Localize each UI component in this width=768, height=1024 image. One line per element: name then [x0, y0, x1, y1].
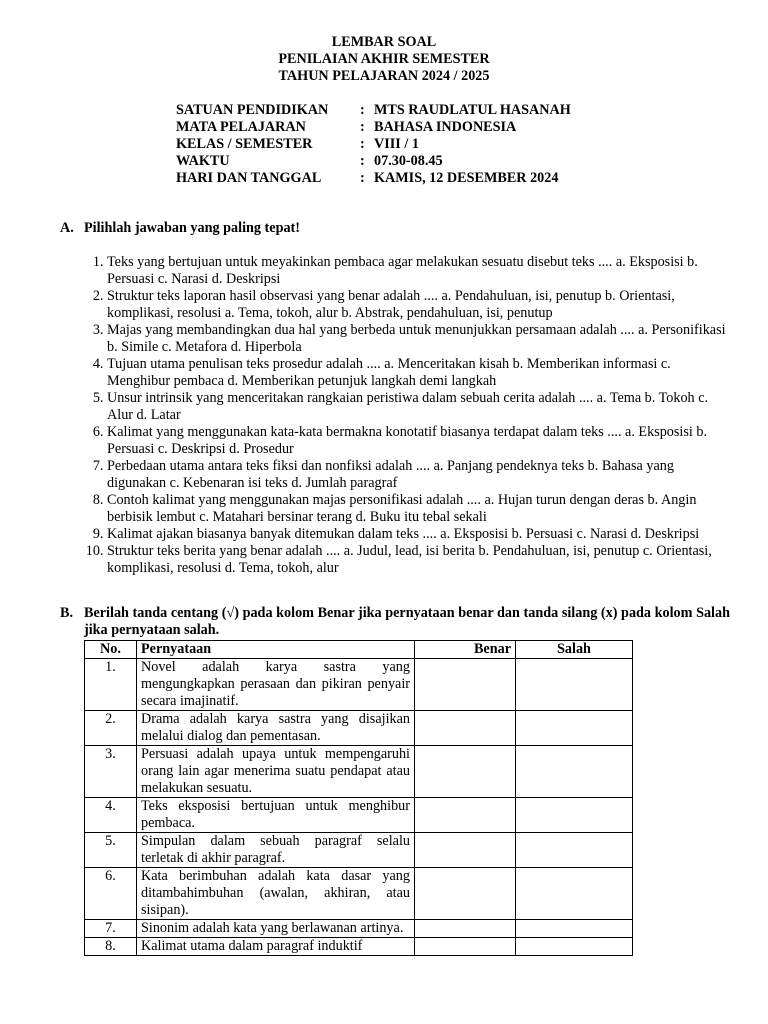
answer-cell-true[interactable]	[415, 938, 516, 956]
question-item: 1. Teks yang bertujuan untuk meyakinkan pembaca agar melakukan sesuatu disebut teks .... a. Eksposisi b. Persuasi c. Narasi d. Deskripsi	[92, 254, 698, 287]
section-b-instruction: Berilah tanda centang (√) pada kolom Benar jika pernyataan benar dan tanda silang (x) pada kolom Salah jika pernyataan salah.	[84, 605, 730, 638]
answer-cell-true[interactable]	[415, 920, 516, 938]
question-item: 6. Kalimat yang menggunakan kata-kata bermakna konotatif biasanya terdapat dalam teks .... a. Eksposisi b. Persuasi c. Deskripsi d. Prosedur	[92, 424, 708, 457]
answer-cell-true[interactable]	[415, 746, 516, 798]
title-line-1: LEMBAR SOAL	[331, 34, 437, 50]
table-header-row	[85, 641, 633, 659]
document-title	[0, 34, 768, 85]
question-item: 3. Majas yang membandingkan dua hal yang berbeda untuk menunjukkan persamaan adalah .... a. Personifikasi b. Simile c. Metafora d. Hiperbola	[92, 322, 726, 355]
column-header-false: Salah	[516, 641, 633, 659]
question-item: 5. Unsur intrinsik yang menceritakan rangkaian peristiwa dalam sebuah cerita adalah .... a. Tema b. Tokoh c. Alur d. Latar	[92, 390, 709, 423]
true-false-table	[84, 640, 633, 956]
question-item: 4. Tujuan utama penulisan teks prosedur adalah .... a. Menceritakan kisah b. Memberikan informasi c. Menghibur pembaca d. Memberikan petunjuk langkah demi langkah	[92, 356, 671, 389]
table-row: 5. Simpulan dalam sebuah paragraf selalu terletak di akhir paragraf.	[85, 833, 633, 868]
table-row: 2. Drama adalah karya sastra yang disajikan melalui dialog dan pementasan.	[85, 711, 633, 746]
answer-cell-false[interactable]	[516, 711, 633, 746]
title-line-2: PENILAIAN AKHIR SEMESTER	[278, 51, 490, 67]
answer-cell-true[interactable]	[415, 833, 516, 868]
question-item: 7. Perbedaan utama antara teks fiksi dan nonfiksi adalah .... a. Panjang pendeknya teks b. Bahasa yang digunakan c. Kebenaran isi teks d. Jumlah paragraf	[92, 458, 674, 491]
column-header-statement: Pernyataan	[137, 641, 415, 659]
answer-cell-false[interactable]	[516, 833, 633, 868]
section-b-heading	[60, 605, 730, 639]
question-item: 2. Struktur teks laporan hasil observasi yang benar adalah .... a. Pendahuluan, isi, penutup b. Orientasi, komplikasi, resolusi a. Tema, tokoh, alur b. Abstrak, pendahuluan, isi, penutup	[92, 288, 675, 321]
column-header-no: No.	[85, 641, 137, 659]
info-subject: MATA PELAJARAN : BAHASA INDONESIA	[176, 119, 517, 135]
answer-cell-false[interactable]	[516, 868, 633, 920]
section-a-heading	[60, 220, 300, 237]
answer-cell-true[interactable]	[415, 711, 516, 746]
answer-cell-false[interactable]	[516, 938, 633, 956]
table-row: 7. Sinonim adalah kata yang berlawanan artinya.	[85, 920, 633, 938]
answer-cell-true[interactable]	[415, 868, 516, 920]
answer-cell-false[interactable]	[516, 798, 633, 833]
answer-cell-true[interactable]	[415, 659, 516, 711]
question-item: 10. Struktur teks berita yang benar adalah .... a. Judul, lead, isi berita b. Pendahuluan, isi, penutup c. Orientasi, komplikasi, resolusi d. Tema, tokoh, alur	[85, 543, 712, 576]
question-item: 9. Kalimat ajakan biasanya banyak ditemukan dalam teks .... a. Eksposisi b. Persuasi c. Narasi d. Deskripsi	[92, 526, 700, 542]
answer-cell-true[interactable]	[415, 798, 516, 833]
info-date: HARI DAN TANGGAL : KAMIS, 12 DESEMBER 2024	[176, 170, 559, 186]
table-row: 8. Kalimat utama dalam paragraf induktif	[85, 938, 633, 956]
table-row: 4. Teks eksposisi bertujuan untuk menghibur pembaca.	[85, 798, 633, 833]
section-a-label: A.	[60, 220, 74, 236]
info-school: SATUAN PENDIDIKAN : MTS RAUDLATUL HASANAH	[176, 102, 571, 118]
title-line-3: TAHUN PELAJARAN 2024 / 2025	[278, 68, 490, 84]
question-list	[60, 254, 730, 577]
answer-cell-false[interactable]	[516, 920, 633, 938]
table-row: 1. Novel adalah karya sastra yang mengungkapkan perasaan dan pikiran penyair secara imajinatif.	[85, 659, 633, 711]
section-a-instruction: Pilihlah jawaban yang paling tepat!	[84, 220, 301, 236]
answer-cell-false[interactable]	[516, 659, 633, 711]
table-row: 6. Kata berimbuhan adalah kata dasar yang ditambahimbuhan (awalan, akhiran, atau sisipan).	[85, 868, 633, 920]
question-item: 8. Contoh kalimat yang menggunakan majas personifikasi adalah .... a. Hujan turun dengan deras b. Angin berbisik lembut c. Matahari bersinar terang d. Buku itu tebal sekali	[92, 492, 697, 525]
exam-info	[176, 102, 571, 187]
table-row: 3. Persuasi adalah upaya untuk mempengaruhi orang lain agar menerima suatu pendapat atau melakukan sesuatu.	[85, 746, 633, 798]
answer-cell-false[interactable]	[516, 746, 633, 798]
column-header-true: Benar	[415, 641, 516, 659]
section-b-label: B.	[60, 605, 74, 621]
info-time: WAKTU : 07.30-08.45	[176, 153, 443, 169]
info-class: KELAS / SEMESTER : VIII / 1	[176, 136, 419, 152]
